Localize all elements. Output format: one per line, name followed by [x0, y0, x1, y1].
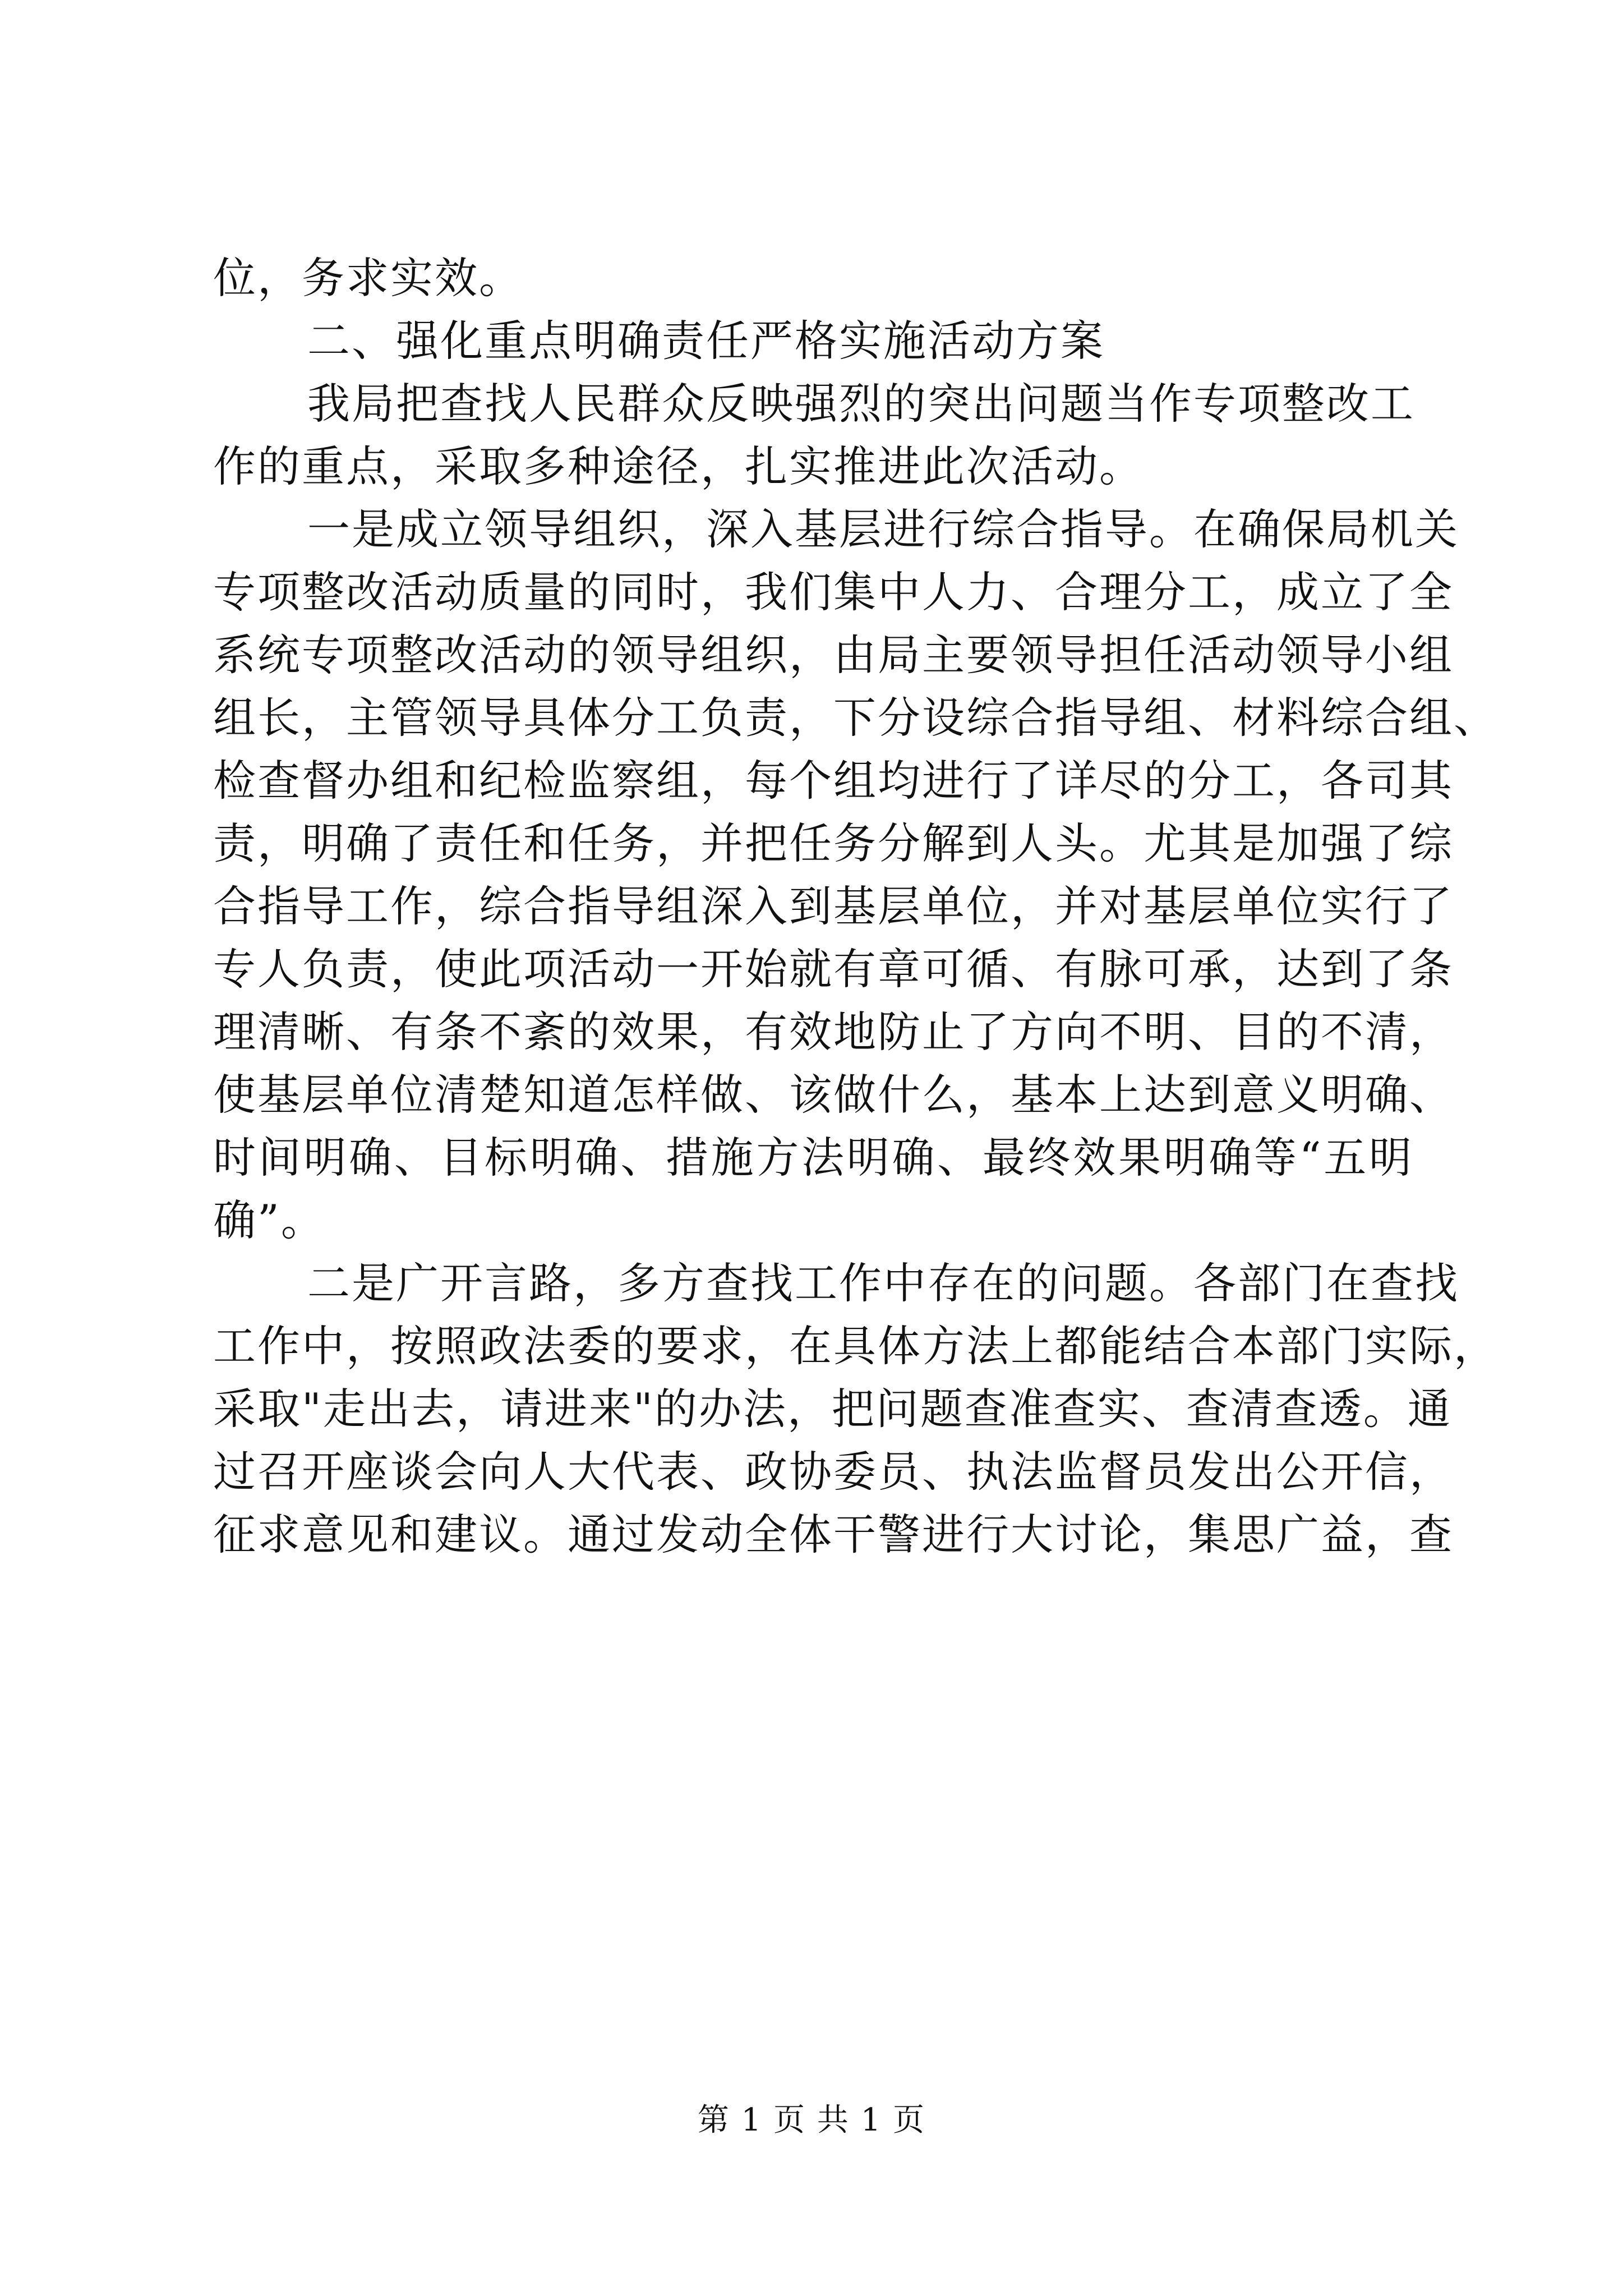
text-line: 使基层单位清楚知道怎样做、该做什么，基本上达到意义明确、 [213, 1070, 1454, 1120]
text-line: 时间明确、目标明确、措施方法明确、最终效果明确等“五明 [213, 1133, 1413, 1182]
text-line: 采取"走出去，请进来"的办法，把问题查准查实、查清查透。通 [213, 1384, 1452, 1434]
text-line: 理清晰、有条不紊的效果，有效地防止了方向不明、目的不清， [213, 1007, 1454, 1057]
text-line: 确”。 [213, 1195, 325, 1245]
text-line: 征求意见和建议。通过发动全体干警进行大讨论，集思广益，查 [213, 1510, 1454, 1559]
text-line: 合指导工作，综合指导组深入到基层单位，并对基层单位实行了 [213, 881, 1454, 931]
text-line: 专项整改活动质量的同时，我们集中人力、合理分工，成立了全 [213, 567, 1454, 617]
text-line: 系统专项整改活动的领导组织，由局主要领导担任活动领导小组 [213, 630, 1454, 680]
document-body [213, 247, 1498, 1566]
text-line: 位，务求实效。 [213, 253, 523, 303]
text-line: 二是广开言路，多方查找工作中存在的问题。各部门在查找 [307, 1258, 1459, 1308]
page-number-label: 第 1 页 共 1 页 [697, 2102, 926, 2138]
text-line: 检查督办组和纪检监察组，每个组均进行了详尽的分工，各司其 [213, 756, 1454, 806]
text-line: 责，明确了责任和任务，并把任务分解到人头。尤其是加强了综 [213, 818, 1454, 868]
text-line: 一是成立领导组织，深入基层进行综合指导。在确保局机关 [307, 504, 1459, 554]
page-footer [0, 2101, 1623, 2140]
section-heading: 二、强化重点明确责任严格实施活动方案 [307, 316, 1105, 366]
text-line: 专人负责，使此项活动一开始就有章可循、有脉可承，达到了条 [213, 944, 1454, 994]
text-line: 我局把查找人民群众反映强烈的突出问题当作专项整改工 [307, 379, 1415, 429]
text-line: 组长，主管领导具体分工负责，下分设综合指导组、材料综合组、 [213, 693, 1498, 743]
text-line: 工作中，按照政法委的要求，在具体方法上都能结合本部门实际， [213, 1321, 1498, 1371]
text-line: 过召开座谈会向人大代表、政协委员、执法监督员发出公开信， [213, 1447, 1454, 1497]
text-line: 作的重点，采取多种途径，扎实推进此次活动。 [213, 441, 1144, 491]
